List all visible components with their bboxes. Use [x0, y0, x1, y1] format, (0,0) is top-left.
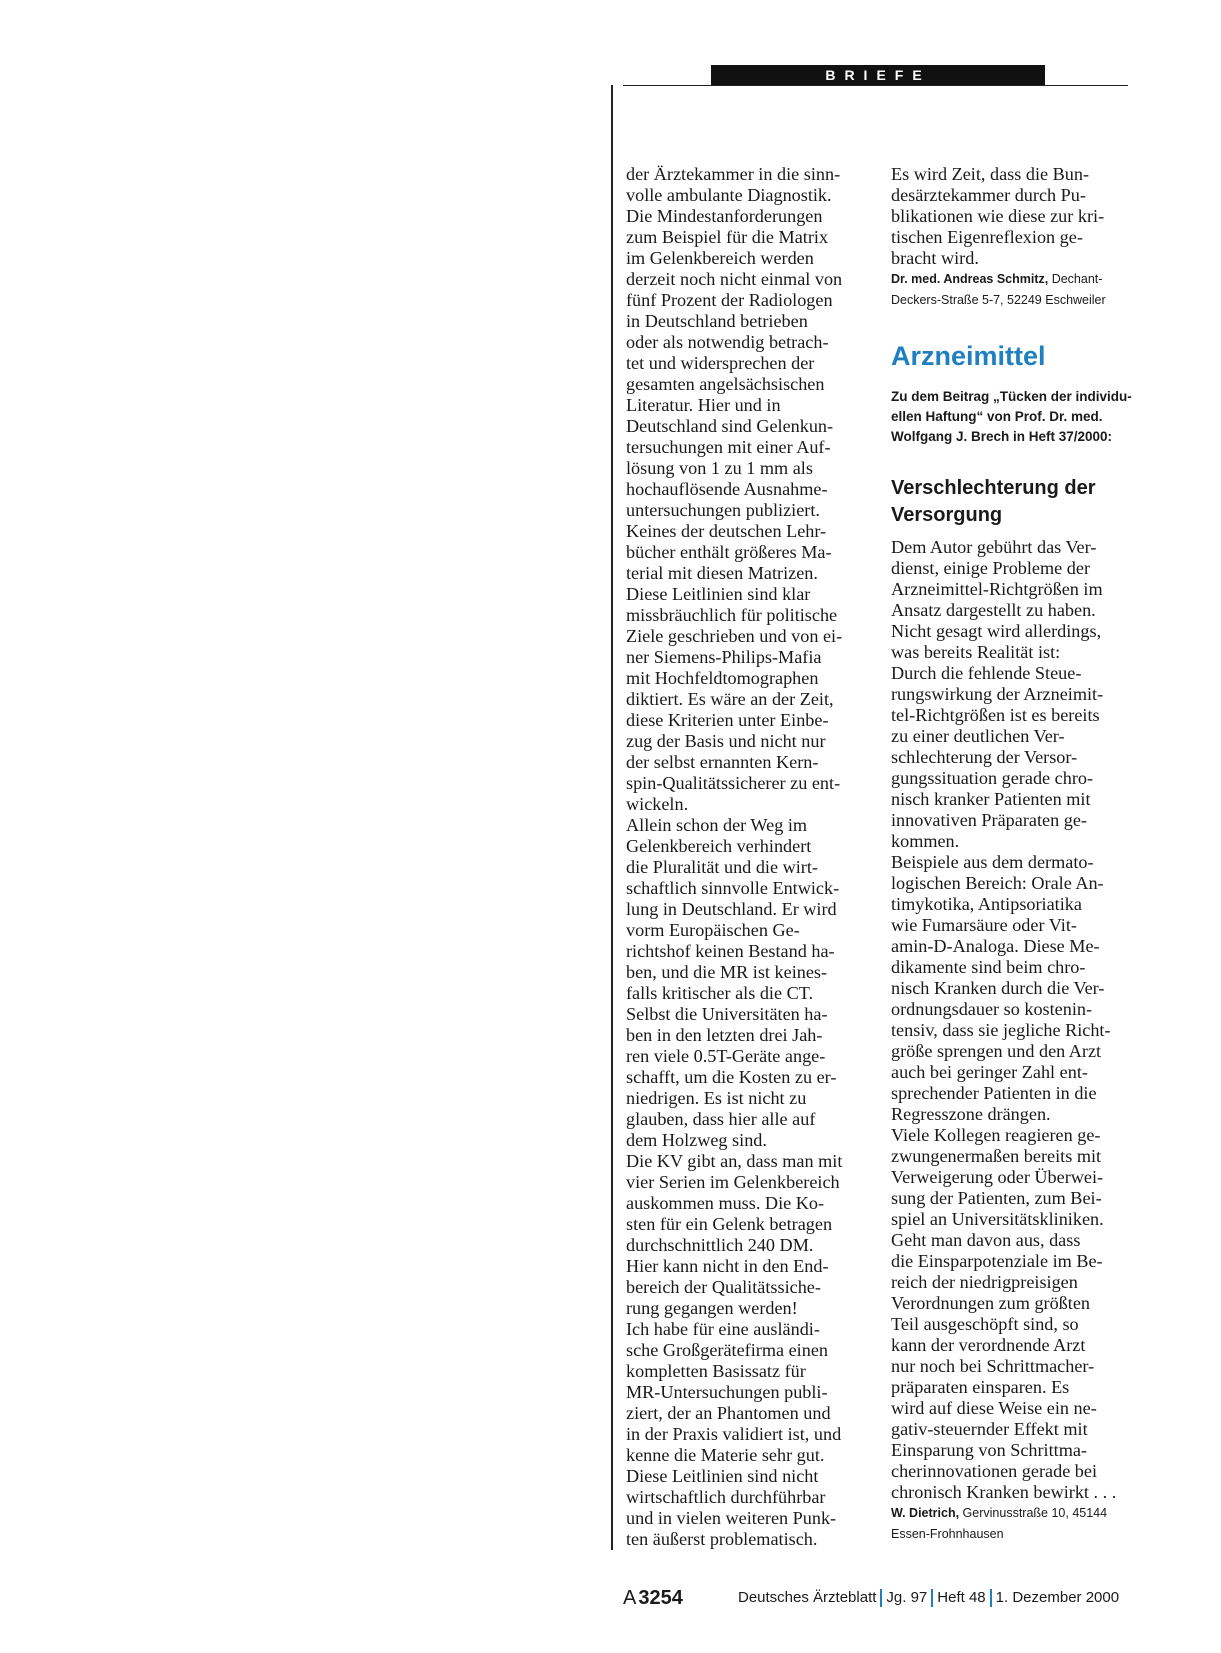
text-line: wird auf diese Weise ein ne- — [891, 1398, 1097, 1418]
text-line: Allein schon der Weg im — [626, 815, 808, 835]
text-line: logischen Bereich: Orale An- — [891, 873, 1104, 893]
text-line: MR-Untersuchungen publi- — [626, 1382, 828, 1402]
article-reference — [891, 387, 1131, 447]
text-line: kann der verordnende Arzt — [891, 1335, 1086, 1355]
text-line: dienst, einige Probleme der — [891, 558, 1090, 578]
text-line: wie Fumarsäure oder Vit- — [891, 915, 1077, 935]
text-line: Die KV gibt an, dass man mit — [626, 1151, 843, 1171]
journal-name: Deutsches Ärzteblatt — [738, 1589, 877, 1606]
text-line: größe sprengen und den Arzt — [891, 1041, 1102, 1061]
text-line: tersuchungen mit einer Auf- — [626, 437, 831, 457]
left-column — [626, 164, 864, 1550]
letter-text — [891, 537, 1131, 1503]
text-line: mit Hochfeldtomographen — [626, 668, 819, 688]
text-line: Ansatz dargestellt zu haben. — [891, 600, 1096, 620]
text-line: sung der Patienten, zum Bei- — [891, 1188, 1102, 1208]
text-line: reich der niedrigpreisigen — [891, 1272, 1078, 1292]
footer-separator — [880, 1589, 882, 1607]
text-line: Verschlechterung der — [891, 477, 1096, 499]
text-line: präparaten einsparen. Es — [891, 1377, 1070, 1397]
signature-address: Dechant- — [1048, 272, 1103, 286]
text-line: tischen Eigenreflexion ge- — [891, 227, 1083, 247]
text-line: ordnungsdauer so kostenin- — [891, 999, 1093, 1019]
text-line: gativ-steuernder Effekt mit — [891, 1419, 1088, 1439]
text-line: Selbst die Universitäten ha- — [626, 1004, 828, 1024]
text-line: wirtschaftlich durchführbar — [626, 1487, 826, 1507]
text-line: was bereits Realität ist: — [891, 642, 1061, 662]
text-line: ten äußerst problematisch. — [626, 1529, 818, 1549]
text-line: untersuchungen publiziert. — [626, 500, 820, 520]
text-line: Teil ausgeschöpft sind, so — [891, 1314, 1079, 1334]
text-line: Es wird Zeit, dass die Bun- — [891, 164, 1090, 184]
text-line: zum Beispiel für die Matrix — [626, 227, 829, 247]
text-line: im Gelenkbereich werden — [626, 248, 814, 268]
journal-info — [738, 1585, 1119, 1611]
text-line: nur noch bei Schrittmacher- — [891, 1356, 1095, 1376]
text-line: und in vielen weiteren Punk- — [626, 1508, 837, 1528]
text-line: zwungenermaßen bereits mit — [891, 1146, 1102, 1166]
text-line: Keines der deutschen Lehr- — [626, 521, 827, 541]
text-line: glauben, dass hier alle auf — [626, 1109, 816, 1129]
text-line: schaftlich sinnvolle Entwick- — [626, 878, 840, 898]
text-line: Zu dem Beitrag „Tücken der individu- — [891, 389, 1132, 404]
text-line: sprechender Patienten in die — [891, 1083, 1097, 1103]
text-line: Diese Leitlinien sind nicht — [626, 1466, 819, 1486]
text-line: falls kritischer als die CT. — [626, 983, 814, 1003]
text-line: Gelenkbereich verhindert — [626, 836, 812, 856]
text-line: auskommen muss. Die Ko- — [626, 1193, 825, 1213]
text-line: Regresszone drängen. — [891, 1104, 1051, 1124]
text-line: rung gegangen werden! — [626, 1298, 798, 1318]
text-line: ren viele 0.5T-Geräte ange- — [626, 1046, 826, 1066]
text-line: Die Mindestanforderungen — [626, 206, 823, 226]
text-line: in der Praxis validiert ist, und — [626, 1424, 842, 1444]
text-line: Wolfgang J. Brech in Heft 37/2000: — [891, 429, 1113, 444]
text-line: timykotika, Antipsoriatika — [891, 894, 1082, 914]
text-line: die Pluralität und die wirt- — [626, 857, 818, 877]
text-line: innovativen Präparaten ge- — [891, 810, 1087, 830]
text-line: ben in den letzten drei Jah- — [626, 1025, 823, 1045]
text-line: tensiv, dass sie jegliche Richt- — [891, 1020, 1111, 1040]
text-line: Dem Autor gebührt das Ver- — [891, 537, 1097, 557]
top-letter-text — [891, 164, 1131, 269]
text-line: der selbst ernannten Kern- — [626, 752, 819, 772]
text-line: Deutschland sind Gelenkun- — [626, 416, 834, 436]
signature-address: Gervinusstraße 10, 45144 — [959, 1506, 1108, 1520]
text-line: Verordnungen zum größten — [891, 1293, 1090, 1313]
text-line: Ziele geschrieben und von ei- — [626, 626, 843, 646]
text-line: vier Serien im Gelenkbereich — [626, 1172, 840, 1192]
text-line: ziert, der an Phantomen und — [626, 1403, 831, 1423]
text-line: lösung von 1 zu 1 mm als — [626, 458, 813, 478]
letter-headline — [891, 475, 1131, 529]
text-line: volle ambulante Diagnostik. — [626, 185, 832, 205]
text-line: zug der Basis und nicht nur — [626, 731, 826, 751]
text-line: Verweigerung oder Überwei- — [891, 1167, 1104, 1187]
text-line: Literatur. Hier und in — [626, 395, 781, 415]
text-line: Hier kann nicht in den End- — [626, 1256, 829, 1276]
text-line: schafft, um die Kosten zu er- — [626, 1067, 837, 1087]
text-line: dem Holzweg sind. — [626, 1130, 767, 1150]
footer-separator — [931, 1589, 933, 1607]
text-line: kenne die Materie sehr gut. — [626, 1445, 825, 1465]
text-line: diktiert. Es wäre an der Zeit, — [626, 689, 834, 709]
text-line: rungswirkung der Arzneimit- — [891, 684, 1104, 704]
text-line: spiel an Universitätskliniken. — [891, 1209, 1104, 1229]
text-line: gungssituation gerade chro- — [891, 768, 1094, 788]
text-line: lung in Deutschland. Er wird — [626, 899, 837, 919]
text-line: vorm Europäischen Ge- — [626, 920, 800, 940]
text-line: sche Großgerätefirma einen — [626, 1340, 828, 1360]
text-line: nisch kranker Patienten mit — [891, 789, 1091, 809]
text-line: schlechterung der Versor- — [891, 747, 1078, 767]
text-line: amin-D-Analoga. Diese Me- — [891, 936, 1100, 956]
journal-date: 1. Dezember 2000 — [995, 1589, 1120, 1606]
text-line: fünf Prozent der Radiologen — [626, 290, 833, 310]
text-line: die Einsparpotenziale im Be- — [891, 1251, 1103, 1271]
text-line: tel-Richtgrößen ist es bereits — [891, 705, 1100, 725]
text-line: richtshof keinen Bestand ha- — [626, 941, 835, 961]
signature-name: Dr. med. Andreas Schmitz, — [891, 272, 1049, 286]
text-line: dikamente sind beim chro- — [891, 957, 1086, 977]
text-line: Versorgung — [891, 504, 1003, 526]
header-rule — [623, 85, 1128, 86]
text-line: ner Siemens-Philips-Mafia — [626, 647, 822, 667]
text-line: Geht man davon aus, dass — [891, 1230, 1081, 1250]
text-line: bracht wird. — [891, 248, 979, 268]
page-footer — [623, 1585, 1133, 1611]
section-label: BRIEFE — [825, 67, 931, 83]
text-line: blikationen wie diese zur kri- — [891, 206, 1105, 226]
text-line: Viele Kollegen reagieren ge- — [891, 1125, 1101, 1145]
text-line: wickeln. — [626, 794, 689, 814]
text-line: durchschnittlich 240 DM. — [626, 1235, 814, 1255]
text-line: Nicht gesagt wird allerdings, — [891, 621, 1102, 641]
text-line: bücher enthält größeres Ma- — [626, 542, 832, 562]
signature-address-line2: Deckers-Straße 5-7, 52249 Eschweiler — [891, 293, 1106, 307]
text-line: in Deutschland betrieben — [626, 311, 808, 331]
text-line: Einsparung von Schrittma- — [891, 1440, 1087, 1460]
letter-signature — [891, 1503, 1131, 1524]
page-prefix: A — [623, 1587, 637, 1609]
text-line: cherinnovationen gerade bei — [891, 1461, 1098, 1481]
text-line: spin-Qualitätssicherer zu ent- — [626, 773, 841, 793]
text-line: ellen Haftung“ von Prof. Dr. med. — [891, 409, 1103, 424]
text-line: ben, und die MR ist keines- — [626, 962, 828, 982]
text-line: missbräuchlich für politische — [626, 605, 838, 625]
text-line: nisch Kranken durch die Ver- — [891, 978, 1105, 998]
text-line: desärztekammer durch Pu- — [891, 185, 1086, 205]
journal-volume: Jg. 97 — [886, 1589, 928, 1606]
right-column — [891, 164, 1131, 1545]
text-line: Arzneimittel-Richtgrößen im — [891, 579, 1103, 599]
text-line: der Ärztekammer in die sinn- — [626, 164, 841, 184]
text-line: derzeit noch nicht einmal von — [626, 269, 843, 289]
section-header-bar — [711, 65, 1045, 85]
text-line: Diese Leitlinien sind klar — [626, 584, 811, 604]
journal-issue: Heft 48 — [937, 1589, 986, 1606]
signature-address-line2: Essen-Frohnhausen — [891, 1527, 1004, 1541]
section-title: Arzneimittel — [891, 341, 1046, 371]
text-line: kommen. — [891, 831, 960, 851]
text-line: auch bei geringer Zahl ent- — [891, 1062, 1088, 1082]
text-line: bereich der Qualitätssiche- — [626, 1277, 821, 1297]
text-line: terial mit diesen Matrizen. — [626, 563, 818, 583]
text-line: Beispiele aus dem dermato- — [891, 852, 1094, 872]
column-divider — [611, 85, 613, 1550]
text-line: kompletten Basissatz für — [626, 1361, 806, 1381]
signature-name: W. Dietrich, — [891, 1506, 960, 1520]
text-line: sten für ein Gelenk betragen — [626, 1214, 833, 1234]
text-line: tet und widersprechen der — [626, 353, 815, 373]
page-number: 3254 — [638, 1587, 683, 1609]
text-line: gesamten angelsächsischen — [626, 374, 825, 394]
text-line: chronisch Kranken bewirkt . . . — [891, 1482, 1117, 1502]
text-line: niedrigen. Es ist nicht zu — [626, 1088, 807, 1108]
footer-separator — [990, 1589, 992, 1607]
text-line: hochauflösende Ausnahme- — [626, 479, 828, 499]
text-line: zu einer deutlichen Ver- — [891, 726, 1065, 746]
text-line: oder als notwendig betrach- — [626, 332, 829, 352]
text-line: Durch die fehlende Steue- — [891, 663, 1082, 683]
top-letter-signature — [891, 269, 1131, 290]
text-line: diese Kriterien unter Einbe- — [626, 710, 829, 730]
text-line: Ich habe für eine ausländi- — [626, 1319, 820, 1339]
